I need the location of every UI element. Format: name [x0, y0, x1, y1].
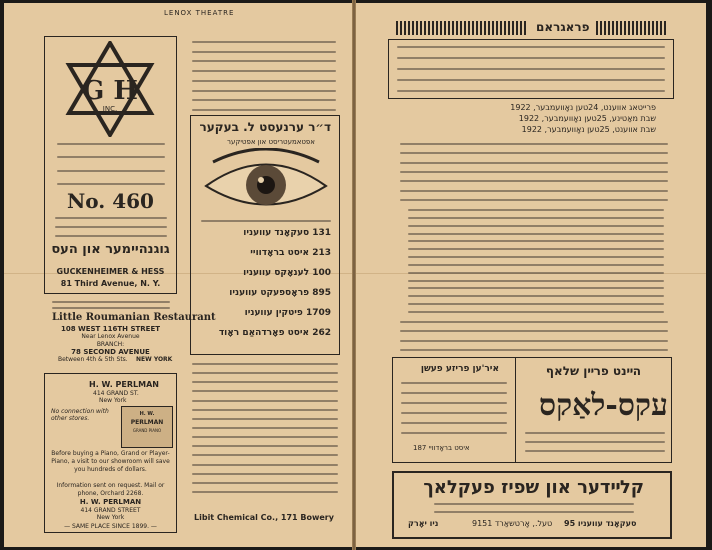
perlman-info: Information sent on request. Mail or phone, Orchard 2268.	[56, 482, 165, 497]
restaurant-branch: BRANCH:	[96, 341, 125, 348]
gh-monogram: G H	[82, 76, 138, 106]
gh-yiddish-name: גוגנהיימער און העס	[51, 242, 170, 257]
running-head: LENOX THEATRE	[164, 9, 235, 17]
eye-illustration	[201, 148, 331, 218]
perlman-address: 414 GRAND ST.	[93, 390, 139, 397]
exlax-brand: עקס-לאַקס	[539, 388, 668, 423]
performance-dates	[416, 103, 656, 136]
eye-ad-location: 131 סעקאָנד עוועניו	[243, 228, 331, 238]
eye-ad-location: 213 איסט בראָדוויי	[250, 248, 331, 258]
restaurant-city: NEW YORK	[136, 356, 173, 363]
eye-ad-location: 1709 פיטקין עוועניו	[244, 308, 331, 318]
perlman-ad	[44, 373, 177, 533]
performance-date: פרייטאג אווענט, 24טען נאָוועמבער, 1922	[510, 103, 656, 112]
right-page	[356, 3, 706, 547]
eye-ad-location: 100 לענאָקס עוועניו	[243, 268, 331, 278]
gh-inc: INC.	[102, 105, 118, 113]
clothing-address: 95 סעקאָנד עוועניו	[564, 519, 637, 528]
restaurant-ad	[44, 301, 216, 363]
notice-box	[388, 39, 674, 99]
eye-ad-location: 895 פראָספעקט עוועניו	[229, 288, 331, 298]
restaurant-address3: 78 SECOND AVENUE	[71, 348, 150, 356]
star-of-david-logo	[63, 41, 157, 137]
restaurant-address4: Between 4th & 5th Sts.	[58, 356, 128, 363]
eye-ad-locations	[199, 228, 331, 348]
perlman-body: Before buying a Piano, Grand or Player-Piano, a visit to our showroom will save you hundreds of dollars.	[51, 450, 170, 473]
perlman-name: H. W. PERLMAN	[89, 380, 159, 389]
eye-ad-title: ד״ר ערנעסט ל. בעקער	[199, 120, 331, 134]
irving-address: 187 איסט בראָדוויי	[413, 444, 470, 452]
restaurant-address1: 108 WEST 116TH STREET	[60, 325, 161, 333]
libit-chemical: Libit Chemical Co., 171 Bowery	[194, 513, 334, 522]
gh-company: GUCKENHEIMER & HESS	[56, 267, 165, 276]
program-title: פראגראם	[536, 20, 590, 34]
clothing-headline: קלײדער און שפיז פעקלאך	[423, 477, 644, 498]
perlman-address-full: 414 GRAND STREET	[80, 507, 141, 514]
header-ornament-left	[396, 21, 528, 35]
eye-ad-location: 262 איסט פאָרדהאַם ראָוד	[218, 328, 331, 338]
gh-address: 81 Third Avenue, N. Y.	[60, 279, 161, 288]
irving-ad-title: איר'ען פריזע פעשן	[420, 364, 499, 374]
restaurant-name: Little Roumanian Restaurant	[52, 312, 216, 323]
exlax-ad	[392, 357, 672, 463]
performance-date: שבת מאַטינע, 25טען נאָוועמבער, 1922	[518, 114, 656, 123]
exlax-headline: הײנט פרײן שלאף	[545, 364, 641, 378]
gh-ad	[44, 36, 177, 294]
clothing-city: ניו יאָרק	[408, 519, 439, 528]
perlman-name2: H. W. PERLMAN	[79, 498, 142, 506]
perlman-city2: New York	[96, 514, 125, 521]
left-page	[4, 3, 354, 547]
perlman-since: — SAME PLACE SINCE 1899. —	[64, 523, 157, 530]
clothing-phone: טעל., אָרטשאַרד 9151	[472, 519, 553, 528]
perlman-city: New York	[99, 397, 127, 404]
clothing-ad	[392, 471, 672, 539]
eye-ad	[190, 115, 340, 355]
piano-illustration: H. W. PERLMAN GRAND PIANO	[121, 406, 173, 448]
performance-date: שבת אווענט, 25טען נאָוועמבער, 1922	[521, 125, 656, 134]
perlman-no-connection: No connection with other stores.	[51, 408, 109, 422]
header-ornament-right	[596, 21, 668, 35]
restaurant-address2: Near Lenox Avenue	[81, 333, 140, 340]
eye-ad-subtitle: אפטאמעטריסט און אפטיקער	[227, 138, 315, 146]
gh-number: No. 460	[67, 189, 154, 213]
